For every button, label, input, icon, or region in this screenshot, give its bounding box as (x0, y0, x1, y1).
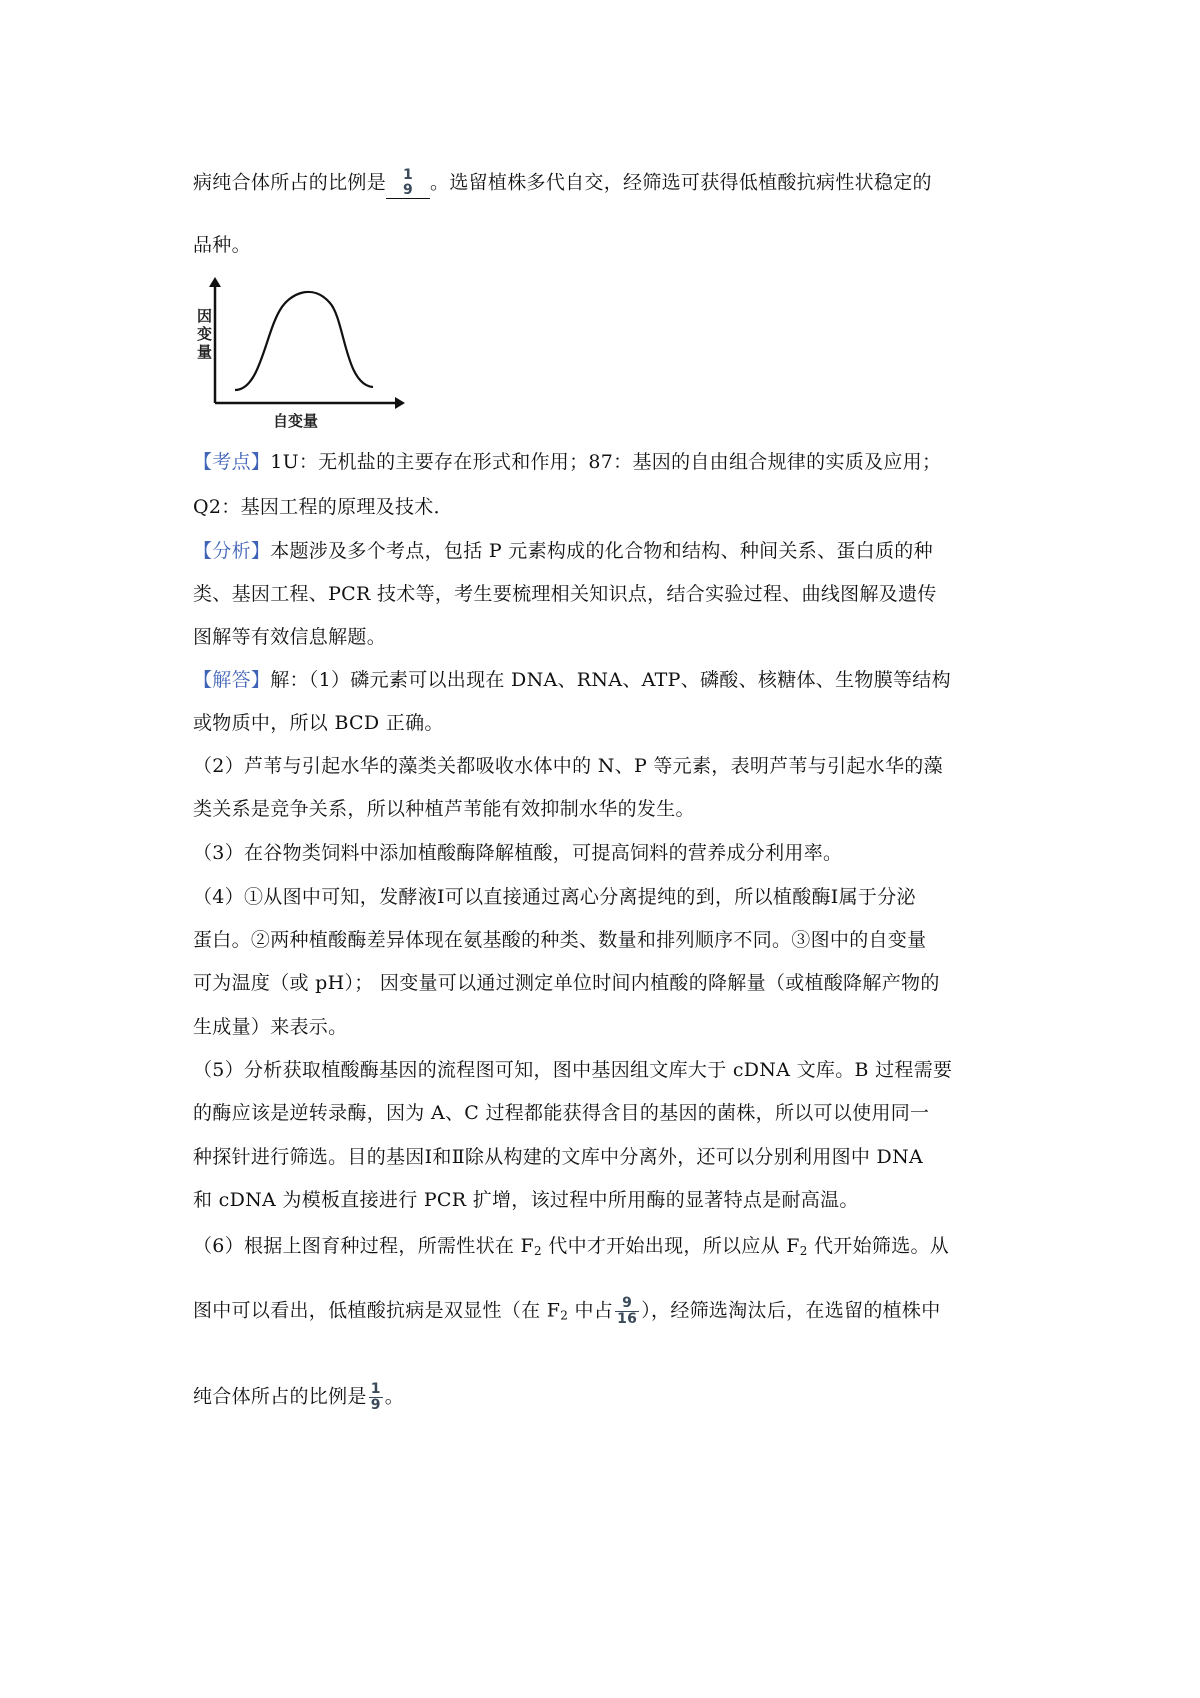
fraction-denominator: 9 (402, 182, 414, 198)
section-tag: 【分析】 (193, 540, 271, 562)
section-tag: 【考点】 (193, 451, 271, 473)
fraction-numerator: 1 (370, 1381, 381, 1397)
y-axis-arrow (209, 277, 221, 287)
section-tag: 【解答】 (193, 669, 271, 691)
text-run: 中占 (568, 1299, 614, 1322)
text-run: 。选留植株多代自交，经筛选可获得低植酸抗病性状稳定的 (430, 171, 932, 194)
text-line (193, 1233, 953, 1264)
text-run: 。 (384, 1385, 405, 1408)
text-line: 类关系是竞争关系，所以种植芦苇能有效抑制水华的发生。 (193, 798, 695, 820)
ylabel-char: 变 (197, 325, 213, 343)
text-line: 的酶应该是逆转录酶，因为 A、C 过程都能获得含目的基因的菌株，所以可以使用同一 (193, 1102, 930, 1124)
text-line: （5）分析获取植酸酶基因的流程图可知，图中基因组文库大于 cDNA 文库。B 过程需要 (193, 1059, 953, 1081)
subscript: 2 (534, 1244, 542, 1258)
text-line: 蛋白。②两种植酸酶差异体现在氨基酸的种类、数量和排列顺序不同。③图中的自变量 (193, 929, 927, 951)
text-line (193, 1382, 953, 1413)
text-line (193, 538, 953, 564)
text-line: Q2：基因工程的原理及技术． (193, 496, 453, 518)
fraction-numerator: 9 (615, 1296, 639, 1312)
text-line (193, 667, 953, 693)
text-line (193, 1296, 953, 1329)
text-run: （6）根据上图育种过程，所需性状在 F (193, 1235, 535, 1257)
fraction (615, 1296, 639, 1327)
text-line: 图解等有效信息解题。 (193, 626, 387, 648)
text-run: 代中才开始出现，所以应从 F (541, 1235, 800, 1257)
text-run: 解：（1）磷元素可以出现在 DNA、RNA、ATP、磷酸、核糖体、生物膜等结构 (270, 669, 951, 691)
text-line (193, 168, 953, 199)
text-run: ），经筛选淘汰后，在选留的植株中 (641, 1299, 941, 1322)
fraction-denominator: 9 (370, 1397, 381, 1413)
text-line: 可为温度（或 pH）； 因变量可以通过测定单位时间内植酸的降解量（或植酸降解产物的 (193, 972, 940, 994)
subscript: 2 (560, 1308, 569, 1323)
text-run: 纯合体所占的比例是 (193, 1385, 367, 1408)
fraction-denominator: 16 (617, 1311, 638, 1327)
fraction (369, 1382, 383, 1413)
text-line: 或物质中，所以 BCD 正确。 (193, 712, 444, 734)
xlabel: 自变量 (273, 412, 319, 430)
text-line: 生成量）来表示。 (193, 1016, 348, 1038)
ylabel-char: 因 (197, 307, 213, 325)
text-line: 类、基因工程、PCR 技术等，考生要梳理相关知识点，结合实验过程、曲线图解及遗传 (193, 583, 937, 605)
answer-blank (386, 168, 430, 199)
text-line (193, 449, 953, 475)
text-line: （3）在谷物类饲料中添加植酸酶降解植酸，可提高饲料的营养成分利用率。 (193, 842, 843, 864)
text-line: 和 cDNA 为模板直接进行 PCR 扩增，该过程中所用酶的显著特点是耐高温。 (193, 1189, 859, 1211)
text-line: 品种。 (193, 234, 251, 256)
fraction (401, 168, 415, 198)
bell-curve (235, 292, 373, 390)
text-run: 代开始筛选。从 (807, 1235, 950, 1257)
x-axis-arrow (395, 397, 405, 409)
curve-figure (195, 275, 405, 435)
text-run: 病纯合体所占的比例是 (193, 171, 387, 194)
text-line: （4）①从图中可知，发酵液Ⅰ可以直接通过离心分离提纯的到，所以植酸酶Ⅰ属于分泌 (193, 886, 916, 908)
text-run: 1U：无机盐的主要存在形式和作用；87：基因的自由组合规律的实质及应用； (270, 451, 942, 473)
text-line: （2）芦苇与引起水华的藻类关都吸收水体中的 N、P 等元素，表明芦苇与引起水华的藻 (193, 755, 943, 777)
text-run: 本题涉及多个考点，包括 P 元素构成的化合物和结构、种间关系、蛋白质的种 (270, 540, 933, 562)
ylabel-char: 量 (197, 343, 213, 361)
subscript: 2 (799, 1244, 808, 1258)
text-line: 种探针进行筛选。目的基因Ⅰ和Ⅱ除从构建的文库中分离外，还可以分别利用图中 DNA (193, 1146, 924, 1168)
text-run: 图中可以看出，低植酸抗病是双显性（在 F (193, 1299, 561, 1322)
fraction-numerator: 1 (402, 167, 414, 183)
